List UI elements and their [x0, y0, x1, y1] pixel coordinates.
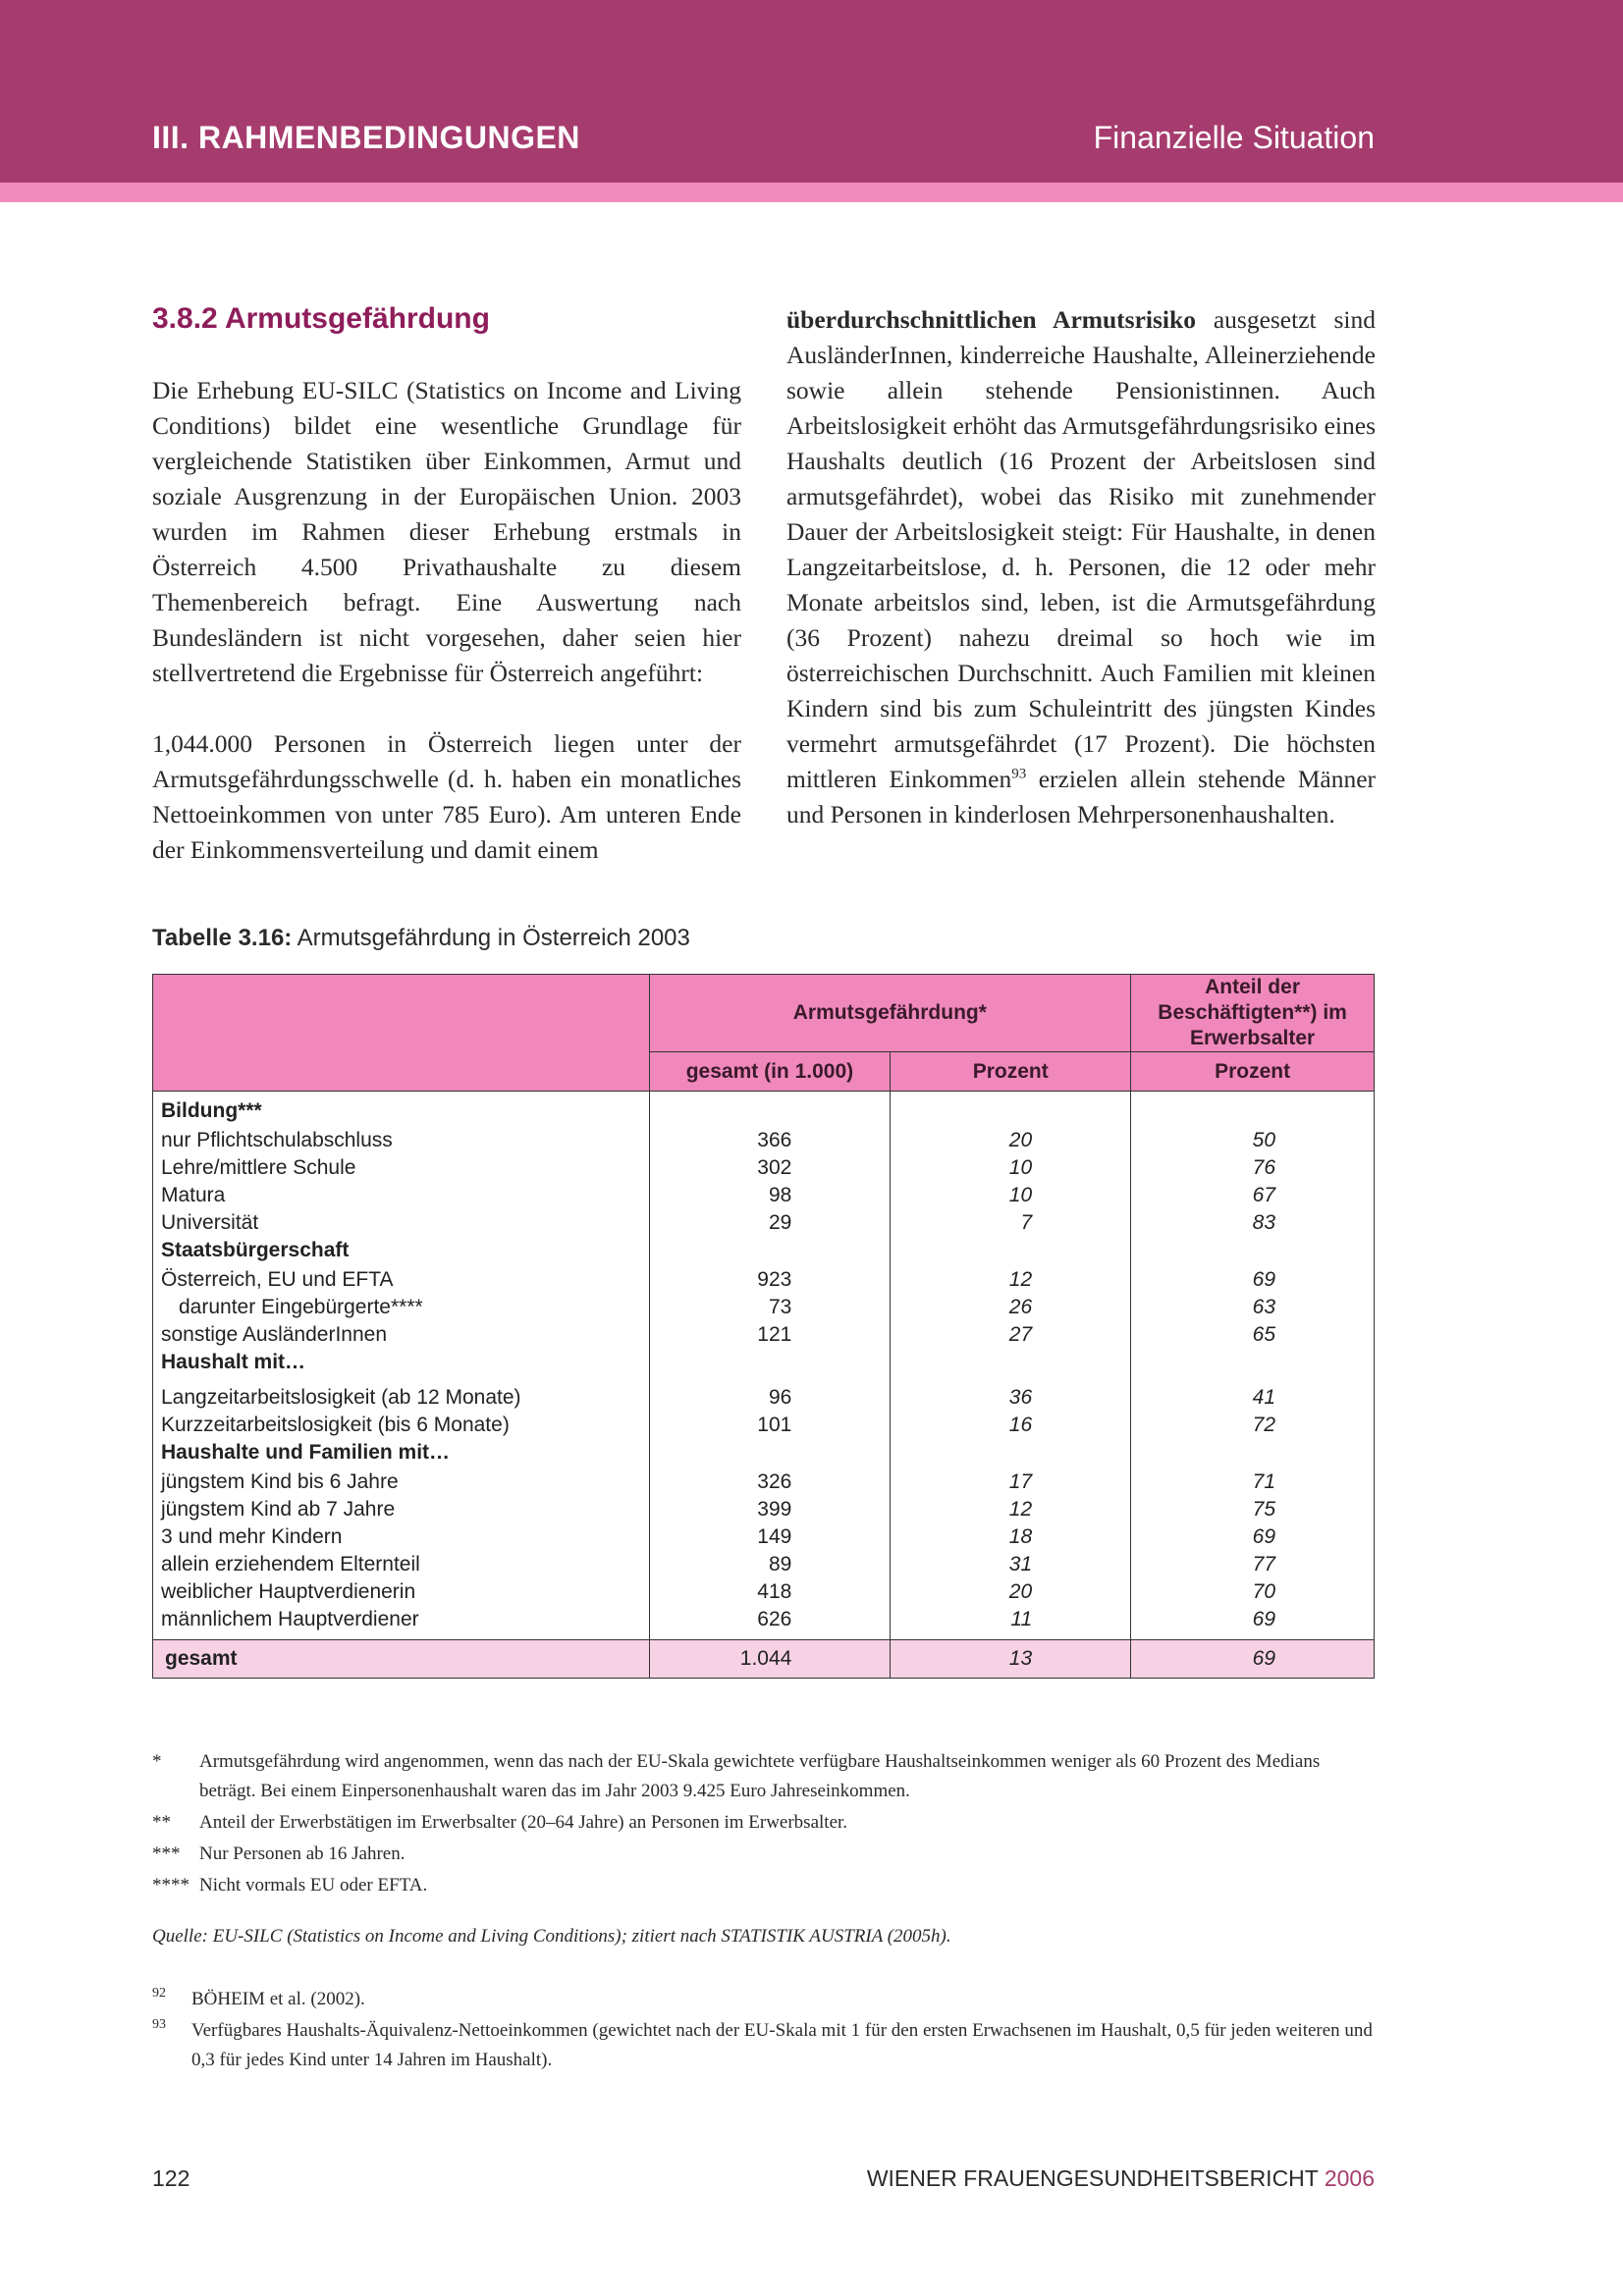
value-prozent: 16 [1008, 1414, 1033, 1436]
section-topic: Finanzielle Situation [1093, 120, 1375, 155]
label-column [153, 1092, 649, 1639]
page-footnote-text: Verfügbares Haushalts-Äquivalenz-Nettoeinkommen (gewichtet nach der EU-Skala mit 1 für den ersten Erwachsenen im Haushalt, 0,5 für jeden weiteren und 0,3 für jedes Kind unter 14 Jahren im Haushalt). [191, 2020, 1373, 2070]
page-footnote-text: BÖHEIM et al. (2002). [191, 1989, 365, 2009]
value-prozent: 7 [1020, 1211, 1033, 1234]
publication-title [867, 2165, 1375, 2192]
row-label: sonstige AusländerInnen [161, 1323, 388, 1346]
row-label: Langzeitarbeitslosigkeit (ab 12 Monate) [161, 1386, 521, 1409]
value-share: 69 [1252, 1608, 1275, 1630]
row-label: 3 und mehr Kindern [161, 1525, 343, 1548]
footnote-mark: * [152, 1751, 162, 1772]
value-gesamt: 626 [757, 1608, 792, 1630]
value-prozent: 11 [1010, 1608, 1033, 1630]
value-share: 50 [1252, 1129, 1275, 1151]
footnote-mark: *** [152, 1843, 181, 1864]
value-prozent: 36 [1008, 1386, 1033, 1409]
value-share: 63 [1252, 1296, 1275, 1318]
spacer [898, 1349, 1032, 1384]
value-gesamt: 366 [757, 1129, 792, 1151]
bold-lead: überdurchschnittlichen Armutsrisiko [786, 305, 1196, 334]
row-label: jüngstem Kind bis 6 Jahre [161, 1470, 399, 1493]
data-table [152, 974, 1375, 1679]
row-label: jüngstem Kind ab 7 Jahre [161, 1498, 396, 1521]
row-label: Lehre/mittlere Schule [161, 1156, 356, 1179]
value-share: 71 [1252, 1470, 1275, 1493]
row-label: allein erziehendem Elternteil [161, 1553, 420, 1575]
footnote-mark: **** [152, 1875, 189, 1896]
value-prozent: 31 [1008, 1553, 1033, 1575]
footnote-text: Nur Personen ab 16 Jahren. [199, 1843, 406, 1864]
header-group: Armutsgefährdung* [649, 975, 1131, 1052]
table-caption-text: Armutsgefährdung in Österreich 2003 [292, 925, 690, 951]
header-share: Anteil der Beschäftigten**) im Erwerbsalter [1131, 975, 1375, 1052]
value-prozent: 12 [1008, 1268, 1033, 1291]
value-gesamt: 101 [757, 1414, 792, 1436]
row-label: Österreich, EU und EFTA [161, 1268, 394, 1291]
row-label: nur Pflichtschulabschluss [161, 1129, 393, 1151]
page-footnote-mark: 92 [152, 1986, 166, 2001]
value-prozent: 17 [1008, 1470, 1033, 1493]
paragraph-text-end: erzielen allein stehende Männer und Personen in kinderlosen Mehrpersonenhaushalten. [786, 765, 1377, 828]
row-label: Matura [161, 1184, 226, 1206]
total-s: 69 [1131, 1640, 1375, 1679]
value-gesamt: 121 [757, 1323, 792, 1346]
spacer [658, 1097, 792, 1127]
value-gesamt: 29 [768, 1211, 792, 1234]
value-prozent: 20 [1008, 1580, 1033, 1603]
spacer [1139, 1349, 1275, 1384]
footnote-ref: 93 [1011, 766, 1027, 782]
header-prozent-share: Prozent [1131, 1052, 1375, 1092]
value-gesamt: 399 [757, 1498, 792, 1521]
value-share: 69 [1252, 1268, 1275, 1291]
total-n: 1.044 [649, 1640, 891, 1679]
value-share: 70 [1252, 1580, 1275, 1603]
gesamt-column [650, 1092, 891, 1639]
publication-name: WIENER FRAUENGESUNDHEITSBERICHT [866, 2165, 1325, 2191]
spacer [1139, 1237, 1275, 1266]
value-prozent: 10 [1008, 1184, 1033, 1206]
group-title: Haushalte und Familien mit… [161, 1441, 451, 1464]
footnote [152, 1871, 1375, 1900]
spacer [658, 1439, 792, 1468]
paragraph-text: ausgesetzt sind AusländerInnen, kinderreiche Haushalte, Alleinerziehende sowie allein stehende Pensionistinnen. Auch Arbeitslosigkeit erhöht das Armutsgefährdungsrisiko eines Haushalts deutlich (16 Prozent der Arbeitslosen sind armutsgefährdet), wobei das Risiko mit zunehmender Dauer der Arbeitslosigkeit steigt: Für Haushalte, in denen Langzeitarbeitslose, d. h. Personen, die 12 oder mehr Monate arbeitslos sind, leben, ist die Armutsgefährdung (36 Prozent) nahezu dreimal so hoch wie im österreichischen Durchschnitt. Auch Familien mit kleinen Kindern sind bis zum Schuleintritt des jüngsten Kindes vermehrt armutsgefährdet (17 Prozent). Die höchsten mittleren Einkommen [786, 305, 1376, 793]
table-caption-label: Tabelle 3.16: [152, 925, 293, 951]
spacer [898, 1237, 1032, 1266]
value-gesamt: 73 [768, 1296, 792, 1318]
value-gesamt: 96 [768, 1386, 792, 1409]
header-gesamt: gesamt (in 1.000) [649, 1052, 891, 1092]
chapter-title: III. RAHMENBEDINGUNGEN [152, 120, 580, 155]
section-heading: 3.8.2 Armutsgefährdung [152, 302, 490, 335]
total-p: 13 [891, 1640, 1131, 1679]
value-prozent: 27 [1008, 1323, 1033, 1346]
value-prozent: 18 [1008, 1525, 1033, 1548]
value-prozent: 26 [1008, 1296, 1033, 1318]
prozent-column [891, 1092, 1130, 1639]
spacer [658, 1237, 792, 1266]
page-footnote-mark: 93 [152, 2017, 166, 2032]
value-share: 75 [1252, 1498, 1275, 1521]
footnote [152, 1840, 1375, 1869]
total-row [153, 1640, 1375, 1679]
value-gesamt: 302 [757, 1156, 792, 1179]
group-title: Staatsbürgerschaft [161, 1239, 350, 1261]
spacer [898, 1439, 1032, 1468]
value-share: 65 [1252, 1323, 1275, 1346]
page-footnote [152, 1985, 1375, 2014]
spacer [1139, 1097, 1275, 1127]
page-footnotes [152, 1985, 1375, 2077]
footnote-text: Anteil der Erwerbstätigen im Erwerbsalter (20–64 Jahre) an Personen im Erwerbsalter. [199, 1812, 848, 1833]
left-text-column [152, 373, 741, 903]
total-label: gesamt [153, 1640, 650, 1679]
right-text-column [786, 302, 1376, 868]
row-label: Universität [161, 1211, 259, 1234]
page-number: 122 [152, 2165, 190, 2191]
table-corner [153, 975, 650, 1092]
paragraph: Die Erhebung EU-SILC (Statistics on Income and Living Conditions) bildet eine wesentliche Grundlage für vergleichende Statistiken über Einkommen, Armut und soziale Ausgrenzung in der Europäischen Union. 2003 wurden im Rahmen dieser Erhebung erstmals in Österreich 4.500 Privathaushalte zu diesem Themenbereich befragt. Eine Auswertung nach Bundesländern ist nicht vorgesehen, daher seien hier stellvertretend die Ergebnisse für Österreich angeführt: [152, 376, 741, 687]
value-gesamt: 89 [768, 1553, 792, 1575]
value-prozent: 20 [1008, 1129, 1033, 1151]
spacer [898, 1097, 1032, 1127]
value-share: 67 [1252, 1184, 1275, 1206]
page-footnote [152, 2016, 1375, 2075]
paragraph [786, 302, 1376, 832]
row-label: darunter Eingebürgerte**** [179, 1296, 423, 1318]
value-prozent: 10 [1008, 1156, 1033, 1179]
footnote [152, 1808, 1375, 1838]
value-gesamt: 923 [757, 1268, 792, 1291]
value-gesamt: 326 [757, 1470, 792, 1493]
group-title: Haushalt mit… [161, 1351, 306, 1373]
header-prozent: Prozent [891, 1052, 1131, 1092]
footnote-text: Armutsgefährdung wird angenommen, wenn das nach der EU-Skala gewichtete verfügbare Haushaltseinkommen weniger als 60 Prozent des Medians beträgt. Bei einem Einpersonenhaushalt waren das im Jahr 2003 9.425 Euro Jahreseinkommen. [199, 1751, 1321, 1801]
value-gesamt: 418 [757, 1580, 792, 1603]
value-share: 77 [1252, 1553, 1275, 1575]
spacer [658, 1349, 792, 1384]
publication-year: 2006 [1324, 2165, 1375, 2191]
footnote-text: Nicht vormals EU oder EFTA. [199, 1875, 428, 1896]
table-footnotes [152, 1747, 1375, 1902]
value-prozent: 12 [1008, 1498, 1033, 1521]
value-gesamt: 149 [757, 1525, 792, 1548]
footnote [152, 1747, 1375, 1806]
paragraph: 1,044.000 Personen in Österreich liegen unter der Armutsgefährdungsschwelle (d. h. haben ein monatliches Nettoeinkommen von unter 785 Euro). Am unteren Ende der Einkommensverteilung und damit einem [152, 729, 741, 864]
value-share: 83 [1252, 1211, 1275, 1234]
row-label: Kurzzeitarbeitslosigkeit (bis 6 Monate) [161, 1414, 510, 1436]
share-column [1131, 1092, 1374, 1639]
table-source: Quelle: EU-SILC (Statistics on Income and Living Conditions); zitiert nach STATISTIK AUSTRIA (2005h). [152, 1926, 951, 1947]
table-caption [152, 925, 690, 952]
table-body [153, 1092, 1375, 1640]
value-share: 69 [1252, 1525, 1275, 1548]
value-share: 76 [1252, 1156, 1275, 1179]
row-label: männlichem Hauptverdiener [161, 1608, 419, 1630]
group-title: Bildung*** [161, 1099, 262, 1122]
value-gesamt: 98 [768, 1184, 792, 1206]
spacer [1139, 1439, 1275, 1468]
row-label: weiblicher Hauptverdienerin [161, 1580, 416, 1603]
value-share: 41 [1252, 1386, 1275, 1409]
header-stripe [0, 183, 1623, 202]
value-share: 72 [1252, 1414, 1275, 1436]
footnote-mark: ** [152, 1812, 171, 1833]
